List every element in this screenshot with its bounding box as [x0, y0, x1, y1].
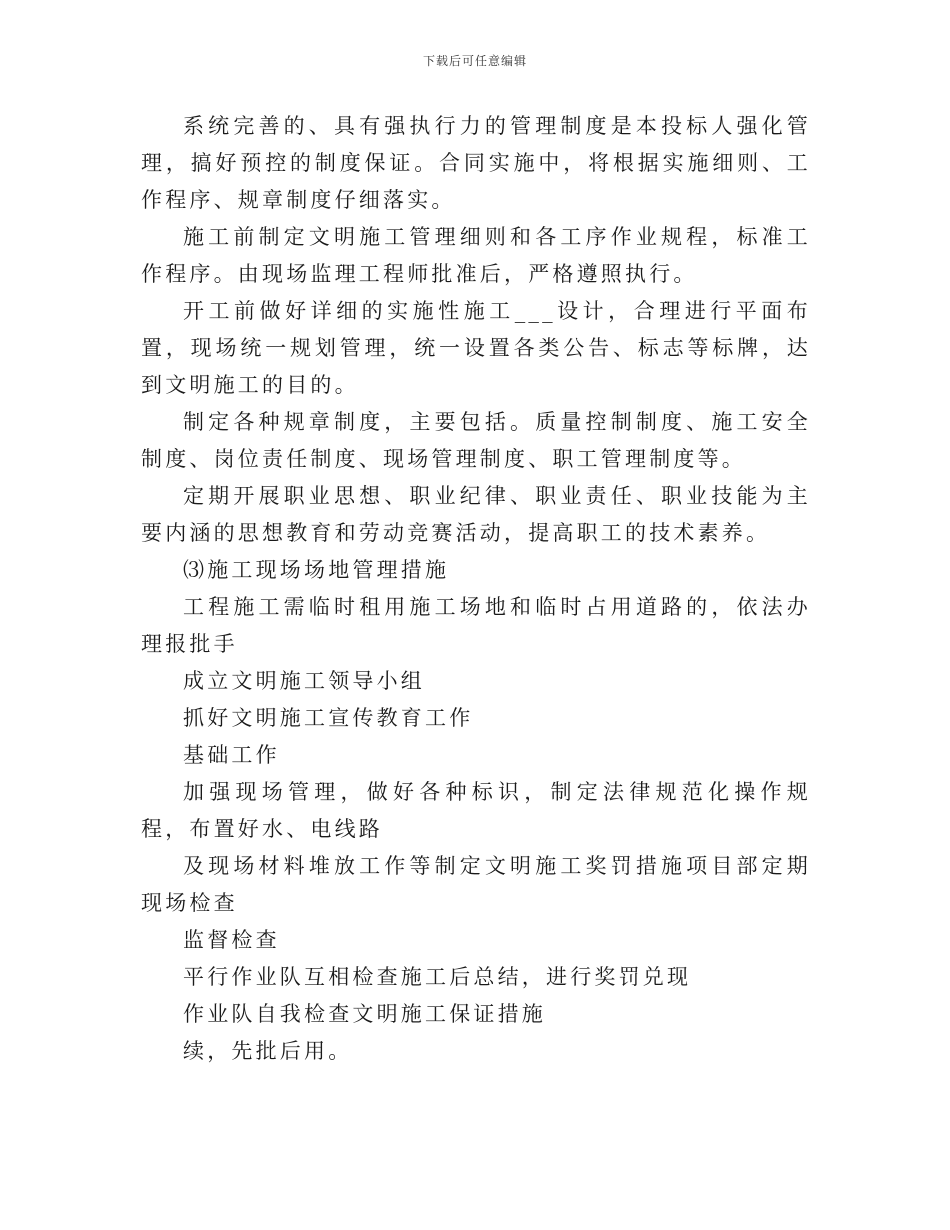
paragraph-construction-rules: 施工前制定文明施工管理细则和各工序作业规程，标准工作程序。由现场监理工程师批准后，严格遵照执行。 [141, 225, 811, 286]
paragraph-approval-continuation: 续，先批后用。 [183, 1039, 353, 1063]
paragraph-site-rental: 工程施工需临时租用施工场地和临时占用道路的，依法办理报批手 [141, 595, 811, 656]
list-item-basic-work: 基础工作 [183, 743, 280, 767]
list-item-publicity: 抓好文明施工宣传教育工作 [183, 706, 474, 730]
list-item-leadership-group: 成立文明施工领导小组 [183, 669, 425, 693]
list-item-mutual-inspection: 平行作业队互相检查施工后总结，进行奖罚兑现 [183, 965, 692, 989]
list-item-self-inspection: 作业队自我检查文明施工保证措施 [183, 1002, 546, 1026]
section-heading-site-management: ⑶施工现场场地管理措施 [183, 558, 450, 582]
paragraph-management-system: 系统完善的、具有强执行力的管理制度是本投标人强化管理，搞好预控的制度保证。合同实施中，将根据实施细则、工作程序、规章制度仔细落实。 [141, 114, 811, 212]
list-item-material-storage: 及现场材料堆放工作等制定文明施工奖罚措施项目部定期现场检查 [141, 854, 811, 915]
paragraph-education: 定期开展职业思想、职业纪律、职业责任、职业技能为主要内涵的思想教育和劳动竞赛活动，提高职工的技术素养。 [141, 484, 811, 545]
paragraph-regulations: 制定各种规章制度，主要包括。质量控制制度、施工安全制度、岗位责任制度、现场管理制度、职工管理制度等。 [141, 410, 811, 471]
paragraph-site-planning: 开工前做好详细的实施性施工___设计，合理进行平面布置，现场统一规划管理，统一设置各类公告、标志等标牌，达到文明施工的目的。 [141, 299, 811, 397]
document-body [141, 108, 811, 1070]
list-item-supervision: 监督检查 [183, 928, 280, 952]
page-header-note: 下载后可任意编辑 [422, 54, 527, 68]
list-item-site-management: 加强现场管理，做好各种标识，制定法律规范化操作规程，布置好水、电线路 [141, 780, 811, 841]
